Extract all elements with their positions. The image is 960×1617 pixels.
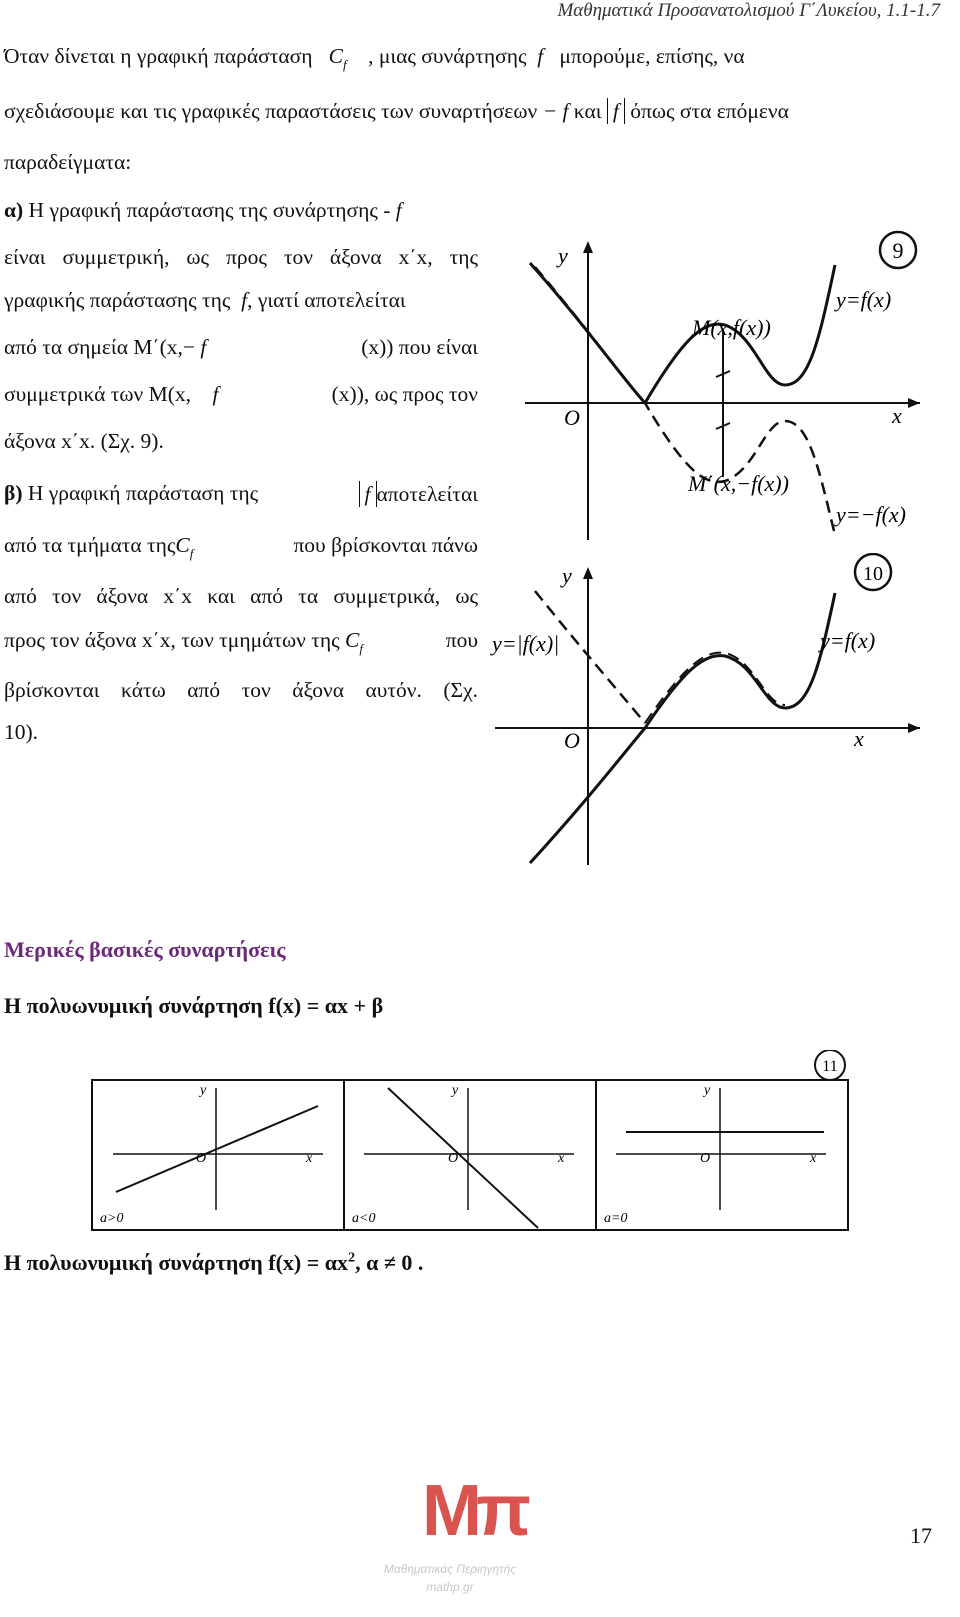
panel1-x-label: x bbox=[306, 1151, 313, 1166]
panel1-y-label: y bbox=[200, 1083, 207, 1098]
fig10-number: 10 bbox=[863, 563, 883, 585]
intro-line-1: Όταν δίνεται η γραφική παράσταση $C_f$ , μιας συνάρτησης f μπορούμε, επίσης, να bbox=[4, 44, 745, 72]
panel3-caption: a=0 bbox=[604, 1211, 628, 1226]
logo-mark: Μπ bbox=[422, 1471, 526, 1551]
panel2-x-label: x bbox=[558, 1151, 565, 1166]
fig10-label-f: y=f(x) bbox=[820, 628, 876, 653]
fig9-label-f: y=f(x) bbox=[836, 287, 892, 312]
fig10-y-arrow bbox=[583, 567, 593, 579]
panel2-y-label: y bbox=[452, 1083, 459, 1098]
fig9-x-arrow bbox=[908, 398, 920, 408]
fig10-curve-abs-reflected bbox=[535, 591, 645, 723]
fig9-label-M2: M΄(x,−f(x)) bbox=[688, 471, 789, 496]
panel2-line bbox=[388, 1088, 538, 1228]
fig9-y-arrow bbox=[583, 241, 593, 253]
part-a-line-6: άξονα x΄x. (Σχ. 9). bbox=[4, 429, 164, 453]
part-b-line-1: β) Η γραφική παράσταση της f αποτελείται bbox=[4, 481, 478, 506]
intro-line-2: σχεδιάσουμε και τις γραφικές παραστάσεις των συναρτήσεων − f και f όπως στα επόμενα bbox=[4, 99, 789, 123]
figure-11 bbox=[88, 1050, 858, 1235]
part-b-line-3: από τον άξονα x΄x και από τα συμμετρικά, ως bbox=[4, 584, 478, 608]
linear-function-title: Η πολυωνυμική συνάρτηση f(x) = αx + β bbox=[4, 993, 384, 1018]
figure-9 bbox=[490, 225, 940, 545]
fig9-curve-f bbox=[530, 263, 835, 403]
page-number: 17 bbox=[910, 1523, 932, 1548]
fig9-curve-neg-f bbox=[535, 267, 835, 535]
fig11-panel-a-positive bbox=[100, 1083, 323, 1226]
fig10-x-arrow bbox=[908, 723, 920, 733]
section-title: Μερικές βασικές συναρτήσεις bbox=[4, 937, 286, 962]
panel1-origin-label: O bbox=[196, 1151, 207, 1166]
fig10-x-label: x bbox=[854, 726, 864, 751]
figure-10 bbox=[490, 553, 940, 868]
panel1-line bbox=[116, 1106, 318, 1192]
fig10-curve-abs-upper bbox=[645, 653, 785, 723]
fig9-label-neg-f: y=−f(x) bbox=[836, 502, 906, 527]
part-b-line-6: 10). bbox=[4, 720, 39, 744]
part-b-line-5: βρίσκονται κάτω από τον άξονα αυτόν. (Σχ. bbox=[4, 678, 478, 702]
panel3-origin-label: O bbox=[700, 1151, 711, 1166]
part-a-line-3: γραφικής παράστασης της f, γιατί αποτελείται bbox=[4, 288, 406, 312]
fig10-label-abs: y=|f(x)| bbox=[492, 631, 560, 656]
fig9-y-label: y bbox=[558, 243, 568, 268]
panel3-y-label: y bbox=[704, 1083, 711, 1098]
fig9-x-label: x bbox=[892, 403, 902, 428]
panel3-x-label: x bbox=[810, 1151, 817, 1166]
fig11-panel-a-zero bbox=[604, 1083, 826, 1226]
fig10-y-label: y bbox=[562, 563, 572, 588]
fig9-origin-label: O bbox=[564, 405, 580, 430]
logo-caption: Μαθηματικάς Περιηγητής bbox=[383, 1562, 517, 1576]
panel2-origin-label: O bbox=[448, 1151, 459, 1166]
part-a-line-5: συμμετρικά των Μ(x, f (x)), ως προς τον bbox=[4, 382, 478, 406]
fig11-panel-a-negative bbox=[352, 1083, 574, 1228]
site-logo bbox=[360, 1470, 540, 1610]
fig9-label-M: M(x,f(x)) bbox=[692, 315, 771, 340]
fig10-origin-label: O bbox=[564, 728, 580, 753]
part-a-line-4: από τα σημεία Μ΄(x,− f (x)) που είναι bbox=[4, 335, 478, 359]
part-a-line-1: α) Η γραφική παράστασης της συνάρτησης - f bbox=[4, 198, 402, 222]
fig11-number: 11 bbox=[822, 1058, 838, 1075]
part-b-line-4: προς τον άξονα x΄x, των τμημάτων της $C_f$ που bbox=[4, 628, 478, 656]
part-a-line-2: είναι συμμετρική, ως προς τον άξονα x΄x, της bbox=[4, 245, 478, 269]
panel2-caption: a<0 bbox=[352, 1211, 376, 1226]
panel1-caption: a>0 bbox=[100, 1211, 124, 1226]
intro-line-3: παραδείγματα: bbox=[4, 150, 132, 174]
quadratic-function-title: Η πολυωνυμική συνάρτηση $f(x) = \alpha x^2$, α ≠ 0 . bbox=[4, 1250, 424, 1275]
fig9-number: 9 bbox=[892, 238, 904, 263]
part-b-line-2: από τα τμήματα τηςC$_f$ που βρίσκονται πάνω bbox=[4, 533, 478, 561]
page-header: Μαθηματικά Προσανατολισμού Γ΄Λυκείου, 1.1-1.7 bbox=[557, 0, 940, 21]
logo-url: mathp.gr bbox=[426, 1580, 474, 1594]
